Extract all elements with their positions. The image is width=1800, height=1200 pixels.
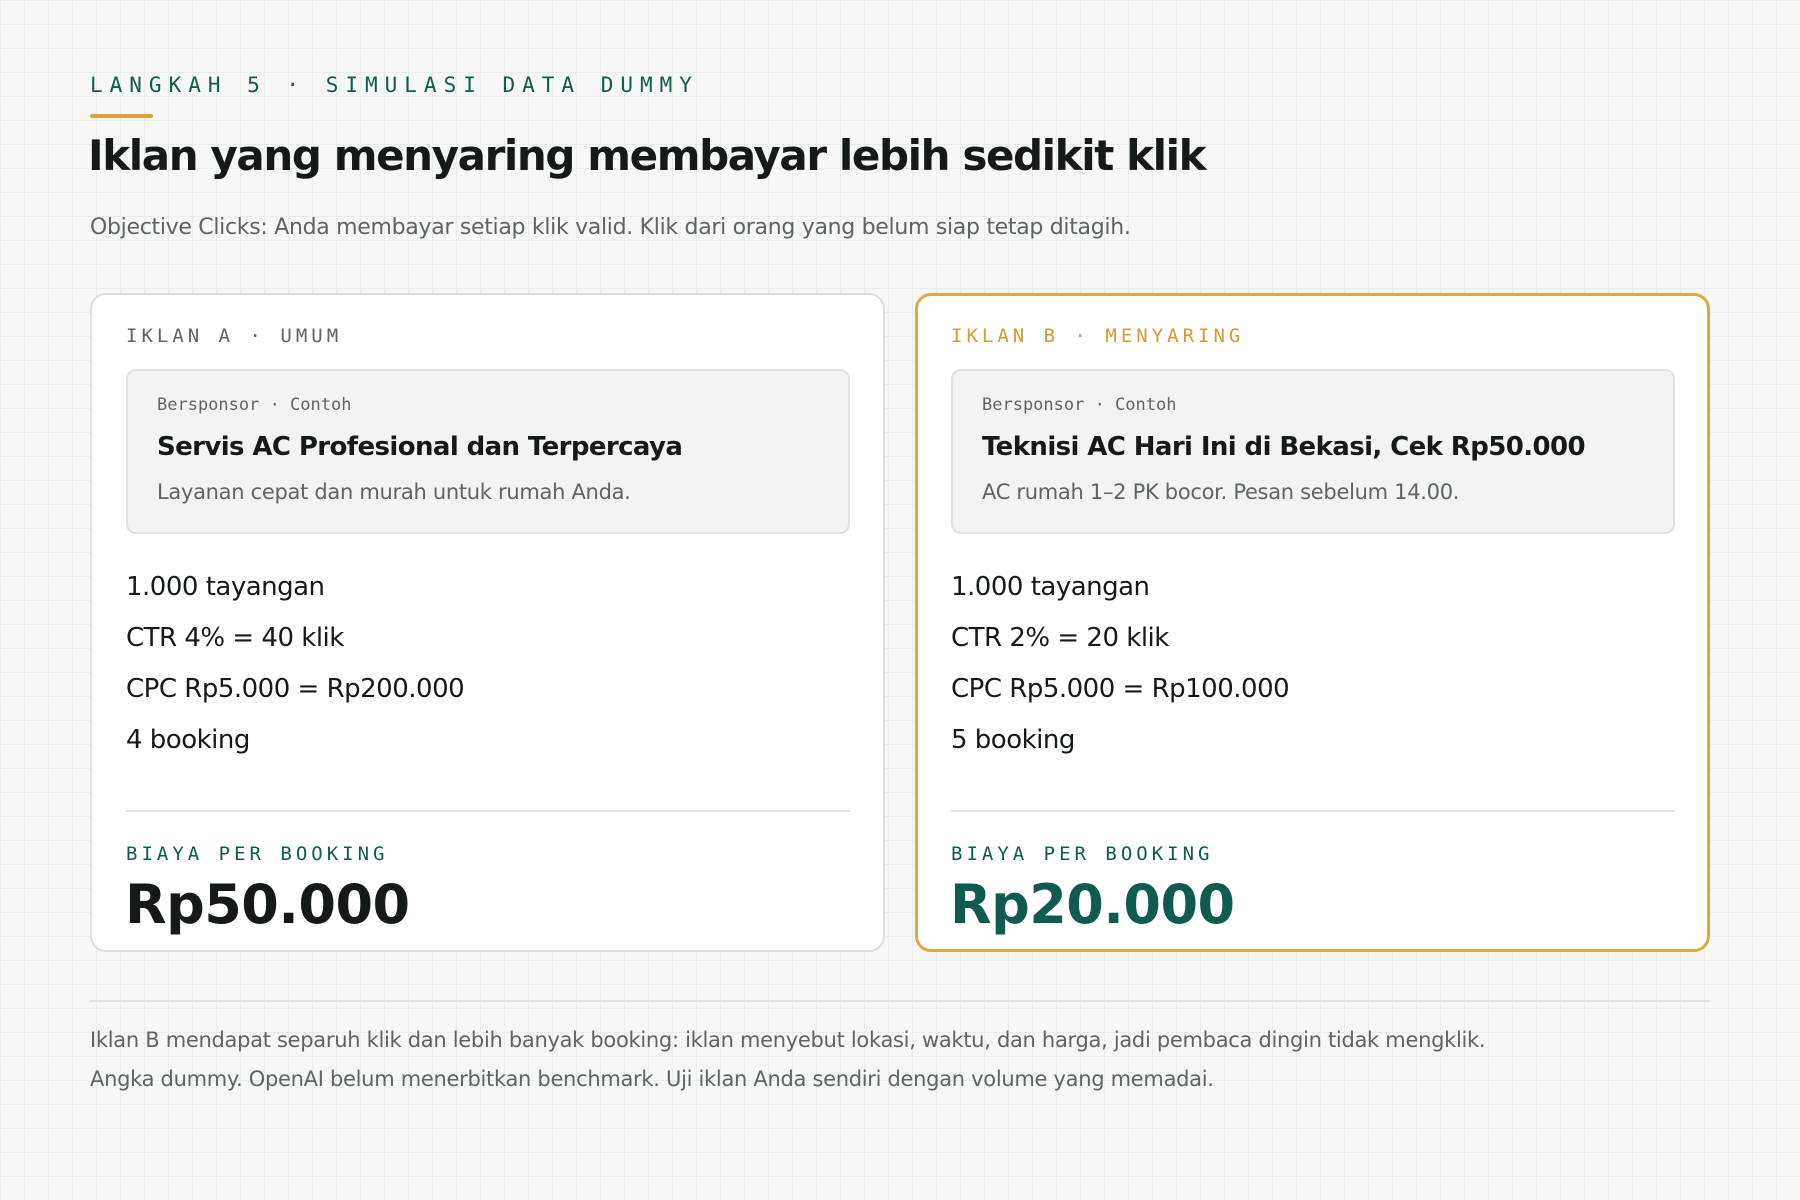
stat-cpc: CPC Rp5.000 = Rp200.000 [126, 674, 465, 704]
ad-headline: Servis AC Profesional dan Terpercaya [157, 432, 683, 462]
stats-list [951, 567, 1289, 771]
ad-preview [951, 369, 1675, 534]
cost-per-booking-value: Rp20.000 [950, 873, 1235, 936]
stat-bookings: 5 booking [951, 725, 1075, 755]
stat-ctr: CTR 2% = 20 klik [951, 623, 1169, 653]
page-subtitle: Objective Clicks: Anda membayar setiap klik valid. Klik dari orang yang belum siap tetap ditagih. [90, 215, 1131, 240]
ad-meta: Bersponsor · Contoh [157, 395, 352, 415]
stat-cpc: CPC Rp5.000 = Rp100.000 [951, 674, 1290, 704]
stat-impressions: 1.000 tayangan [126, 572, 325, 602]
cost-per-booking-value: Rp50.000 [125, 873, 410, 936]
card-divider [951, 810, 1675, 812]
cost-per-booking-label: BIAYA PER BOOKING [126, 843, 389, 865]
card-label: IKLAN B · MENYARING [951, 325, 1245, 347]
ad-card-a [90, 293, 885, 952]
stat-bookings: 4 booking [126, 725, 250, 755]
cost-per-booking-label: BIAYA PER BOOKING [951, 843, 1214, 865]
footer-note-disclaimer: Angka dummy. OpenAI belum menerbitkan benchmark. Uji iklan Anda sendiri dengan volume yang memadai. [90, 1067, 1214, 1091]
stats-list [126, 567, 464, 771]
footer-divider [90, 1000, 1710, 1002]
ad-description: AC rumah 1–2 PK bocor. Pesan sebelum 14.00. [982, 480, 1460, 504]
ad-headline: Teknisi AC Hari Ini di Bekasi, Cek Rp50.000 [982, 432, 1585, 462]
ad-card-b [915, 293, 1710, 952]
ad-meta: Bersponsor · Contoh [982, 395, 1177, 415]
ad-preview [126, 369, 850, 534]
card-divider [126, 810, 850, 812]
footer-note-summary: Iklan B mendapat separuh klik dan lebih banyak booking: iklan menyebut lokasi, waktu, dan harga, jadi pembaca dingin tidak mengklik. [90, 1028, 1486, 1052]
eyebrow-underline [90, 114, 153, 118]
ad-description: Layanan cepat dan murah untuk rumah Anda. [157, 480, 631, 504]
page-title: Iklan yang menyaring membayar lebih sedikit klik [88, 131, 1206, 180]
stat-ctr: CTR 4% = 40 klik [126, 623, 344, 653]
card-label: IKLAN A · UMUM [126, 325, 343, 347]
stat-impressions: 1.000 tayangan [951, 572, 1150, 602]
eyebrow: LANGKAH 5 · SIMULASI DATA DUMMY [90, 73, 699, 97]
